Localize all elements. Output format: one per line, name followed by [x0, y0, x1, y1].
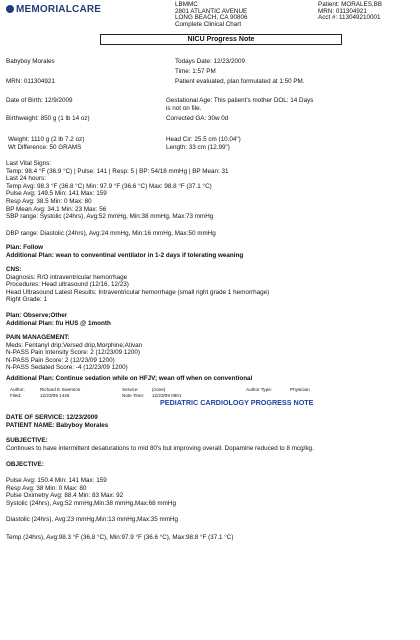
cardiology-title: PEDIATRIC CARDIOLOGY PROGRESS NOTE: [160, 398, 314, 407]
filed-value: 12/23/09 1446: [40, 393, 70, 398]
birthweight: Birthweight: 850 g (1 lb 14 oz): [6, 115, 90, 122]
patient-name: Babyboy Morales: [6, 58, 55, 65]
todays-date: Todays Date: 12/23/2009: [175, 58, 246, 65]
patient-identifier: Patient: MORALES,BB MRN: 011304921 Acct #: 113049210001: [318, 1, 383, 22]
vital-signs: Last Vital Signs: Temp: 98.4 °F (36.9 °C) | Pulse: 141 | Resp: 5 | BP: 54/18 mmHg | BP Mean: 31 Last 24 hours: Temp Avg: 98.3 °F (36.8 °C) Min: 97.9 °F (36.6 °C) Max: 98.8 °F (37.1 °C) Pulse Avg: 149.5 Min: 141 Max: 159 Resp Avg: 38.5 Min: 0 Max: 80 BP Mean Avg: 34.1 Min: 23 Max: 56 SBP range: Systolic (24hrs), Avg:52 mmHg, Min:38 mmHg, Max:73 mmHg: [6, 160, 229, 221]
author-type-value: Physician: [290, 387, 310, 392]
service-value: (none): [152, 387, 166, 392]
subjective-label: SUBJECTIVE:: [6, 437, 48, 444]
author-value: Richard E Swenson: [40, 387, 81, 392]
filed-label: Filed:: [10, 393, 22, 398]
author-label: Author:: [10, 387, 25, 392]
plan-sedation: Additional Plan: Continue sedation while on HFJV; wean off when on conventional: [6, 375, 253, 382]
note-time-value: 12/23/09 0801: [152, 393, 182, 398]
head-circumference: Head Cir: 25.5 cm (10.04"): [166, 136, 241, 143]
facility-address: LBMMC 2801 ATLANTIC AVENUE LONG BEACH, CA 90806 Complete Clinical Chart: [175, 1, 248, 28]
plan-respiratory: Plan: Follow Additional Plan: wean to conventinal ventilator in 1-2 days if tolerating weaning: [6, 244, 244, 259]
objective-vitals: Pulse Avg: 150.4 Min: 141 Max: 159 Resp Avg: 38 Min: 0 Max: 80 Pulse Oximetry Avg: 88.4 Min: 83 Max: 92 Systolic (24hrs), Avg:52 mmHg,Min:38 mmHg,Max:68 mmHg: [6, 477, 176, 507]
plan-cns: Plan: Observe;Other Additional Plan: f/u HUS @ 1month: [6, 312, 111, 327]
time: Time: 1:57 PM: [175, 68, 216, 75]
objective-label: OBJECTIVE:: [6, 461, 44, 468]
dbp-range: DBP range: Diastolic (24hrs), Avg:24 mmHg, Min:16 mmHg, Max:50 mmHg: [6, 230, 216, 237]
gestational-age: Gestational Age: This patient's mother DOL: 14 Days: [166, 97, 314, 104]
length: Length: 33 cm (12.99"): [166, 144, 230, 151]
logo-mark-icon: [6, 5, 14, 13]
corrected-ga: Corrected GA: 30w 0d: [166, 115, 229, 122]
memorialcare-logo: MEMORIALCARE: [6, 5, 101, 14]
document-title: NICU Progress Note: [100, 34, 342, 45]
cardio-header: DATE OF SERVICE: 12/23/2009 PATIENT NAME: Babyboy Morales: [6, 414, 109, 429]
cns-section: CNS: Diagnosis: R/O intraventricular hemorrhage Procedures: Head ultrasound (12/16, 12/23) Head Ultrasound Latest Results: Intraventricular hemorrhage (small right grade 1 hemorrhage) Right Grade: 1: [6, 266, 270, 304]
note-time-label: Note Time:: [122, 393, 145, 398]
mrn: MRN: 011304921: [6, 78, 55, 85]
evaluated-note: Patient evaluated, plan formulated at 1:50 PM.: [175, 78, 305, 85]
date-of-birth: Date of Birth: 12/9/2009: [6, 97, 73, 104]
wt-difference: Wt Difference: 50 GRAMS: [8, 144, 82, 151]
author-type-label: Author Type:: [246, 387, 272, 392]
temp-range: Temp (24hrs), Avg:98.3 °F (36.8 °C), Min:97.9 °F (36.6 °C), Max:98.8 °F (37.1 °C): [6, 534, 234, 541]
service-label: Service:: [122, 387, 139, 392]
gestational-age-cont: is not on file.: [166, 105, 202, 112]
weight: Weight: 1110 g (2 lb 7.2 oz): [8, 136, 85, 143]
diastolic-range: Diastolic (24hrs), Avg:23 mmHg,Min:13 mmHg,Max:35 mmHg: [6, 516, 179, 523]
subjective-text: Continues to have intermittent desaturations to mid 80's but improving overall. Dopamine reduced to 8 mcg/kg.: [6, 445, 314, 452]
pain-management: PAIN MANAGEMENT: Meds: Fentanyl drip;Versed drip,Morphine;Ativan N-PASS Pain Intensity Score: 2 (12/23/09 1200) N-PASS Pain Score: 2 (12/23/09 1200) N-PASS Sedated Score: -4 (12/23/09 1200): [6, 334, 143, 372]
